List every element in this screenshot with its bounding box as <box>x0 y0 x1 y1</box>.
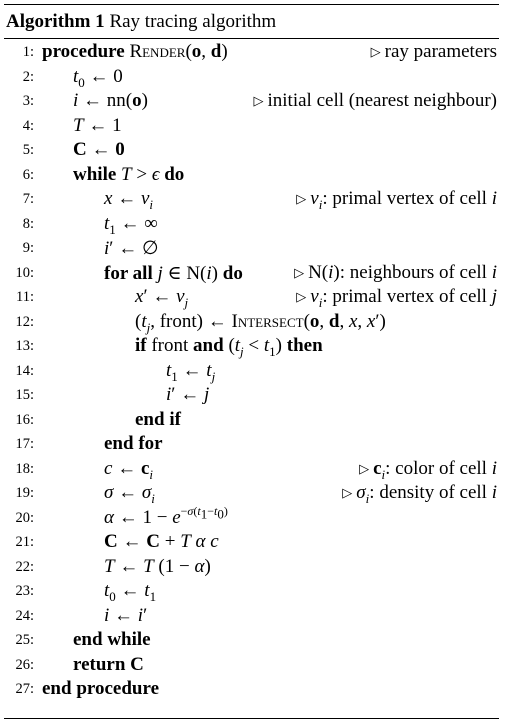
line-code: α ← $1 - e^{-\sigma(t_1-t_0)}$ <box>104 504 228 528</box>
line-code: $t_0$ ← $t_1$ <box>104 580 157 604</box>
line-number: 26: <box>15 656 34 673</box>
algorithm-caption <box>6 11 276 33</box>
line-code: σ ← $\sigma_i$ <box>104 482 155 506</box>
line-number: 5: <box>22 142 34 158</box>
line-number: 2: <box>22 68 34 85</box>
line-number: 17: <box>15 436 34 452</box>
comment-triangle-icon: ▷ <box>253 93 264 108</box>
algorithm-line <box>4 237 499 261</box>
algorithm-line <box>4 41 499 65</box>
comment-text: N(i): neighbours of cell i <box>308 261 497 283</box>
line-number: 11: <box>16 289 34 305</box>
line-number: 23: <box>15 583 34 599</box>
algorithm-line <box>4 115 499 139</box>
line-number: 22: <box>15 558 34 575</box>
algorithm-line <box>4 678 499 702</box>
algorithm-line <box>4 556 499 580</box>
line-number: 9: <box>22 240 34 256</box>
line-code: T ← 1 <box>73 114 122 136</box>
comment-text: $c_i$: color of cell i <box>373 457 497 482</box>
comment-triangle-icon: ▷ <box>370 44 381 59</box>
algorithm-line <box>4 654 499 678</box>
caption-title: Ray tracing algorithm <box>109 11 277 32</box>
algorithm-line <box>4 384 499 408</box>
comment-triangle-icon: ▷ <box>342 485 353 500</box>
algorithm-line <box>4 629 499 653</box>
algorithm-line <box>4 90 499 114</box>
comment-text: $v_i$: primal vertex of cell i <box>310 188 497 212</box>
line-code: end if <box>135 408 181 430</box>
comment-triangle-icon: ▷ <box>359 460 370 476</box>
algorithm-line <box>4 433 499 457</box>
bottom-rule <box>4 718 499 719</box>
line-comment <box>296 286 497 308</box>
line-code: end while <box>73 629 151 650</box>
top-rule <box>4 4 499 5</box>
line-number: 3: <box>22 93 34 109</box>
comment-text: initial cell (nearest neighbour) <box>267 90 497 111</box>
algorithm-line <box>4 286 499 310</box>
line-number: 13: <box>15 338 34 354</box>
line-code: end procedure <box>42 678 159 699</box>
line-number: 4: <box>22 117 34 134</box>
algorithm-line <box>4 139 499 163</box>
algorithm-line <box>4 335 499 359</box>
algorithm-line <box>4 188 499 212</box>
line-number: 12: <box>15 313 34 330</box>
line-code: for all j ∈ N(i) do <box>104 262 243 284</box>
caption-label: Algorithm 1 <box>6 11 105 32</box>
line-number: 25: <box>15 632 34 648</box>
line-number: 18: <box>15 460 34 477</box>
algorithm-line <box>4 531 499 555</box>
line-number: 14: <box>15 362 34 379</box>
algorithm-line <box>4 164 499 188</box>
line-code: if front and $(t_j < t_1)$ then <box>135 335 323 359</box>
line-number: 15: <box>15 387 34 403</box>
line-number: 19: <box>15 485 34 501</box>
comment-triangle-icon: ▷ <box>294 264 305 280</box>
line-code: $t_0$ ← 0 <box>73 65 123 90</box>
line-code: $t_1$ ← $t_j$ <box>166 359 216 384</box>
line-comment <box>254 90 498 112</box>
caption-rule <box>4 38 499 39</box>
algorithm-line <box>4 580 499 604</box>
line-code: x′ ← $v_j$ <box>135 286 189 310</box>
line-code: i′ ← j <box>166 384 210 405</box>
algorithm-line <box>4 213 499 237</box>
line-code: i ← nn(o) <box>73 90 148 111</box>
line-code: C ← C + T α c <box>104 531 219 552</box>
line-number: 8: <box>22 215 34 232</box>
algorithm-box <box>4 4 499 719</box>
line-comment <box>294 262 497 284</box>
line-code: while T > ϵ do <box>73 163 185 185</box>
line-number: 27: <box>15 681 34 697</box>
line-comment <box>359 458 497 480</box>
line-number: 6: <box>22 166 34 183</box>
comment-text: $\sigma_i$: density of cell i <box>356 482 497 506</box>
algorithm-line <box>4 458 499 482</box>
line-code: procedure Render(o, d) <box>42 41 228 62</box>
line-number: 20: <box>15 509 34 526</box>
line-number: 16: <box>15 411 34 428</box>
line-code: C ← 0 <box>73 139 125 160</box>
line-comment <box>296 188 497 210</box>
line-comment <box>342 482 497 504</box>
line-code: i ← i′ <box>104 604 148 626</box>
line-code: end for <box>104 433 163 454</box>
algorithm-line <box>4 504 499 531</box>
line-code: T ← T (1 − α) <box>104 555 211 577</box>
line-number: 10: <box>15 264 34 281</box>
algorithm-line <box>4 605 499 629</box>
comment-text: ray parameters <box>384 41 497 62</box>
line-number: 7: <box>22 191 34 207</box>
line-comment <box>371 41 497 63</box>
algorithm-line <box>4 262 499 286</box>
line-code: return C <box>73 653 144 675</box>
algorithm-line <box>4 360 499 384</box>
line-number: 1: <box>22 44 34 60</box>
algorithm-line <box>4 311 499 335</box>
line-code: $t_1$ ← ∞ <box>104 212 158 237</box>
line-number: 24: <box>15 607 34 624</box>
line-code: x ← $v_i$ <box>104 188 153 212</box>
algorithm-line <box>4 482 499 506</box>
line-code: i′ ← ∅ <box>104 238 159 259</box>
comment-triangle-icon: ▷ <box>296 191 307 206</box>
line-number: 21: <box>15 534 34 550</box>
comment-triangle-icon: ▷ <box>296 289 307 304</box>
comment-text: $v_i$: primal vertex of cell j <box>310 286 497 310</box>
algorithm-line <box>4 409 499 433</box>
algorithm-line <box>4 66 499 90</box>
line-code: ($t_j$, front) ← Intersect(o, d, x, x′) <box>135 310 386 335</box>
line-code: c ← $c_i$ <box>104 457 153 482</box>
